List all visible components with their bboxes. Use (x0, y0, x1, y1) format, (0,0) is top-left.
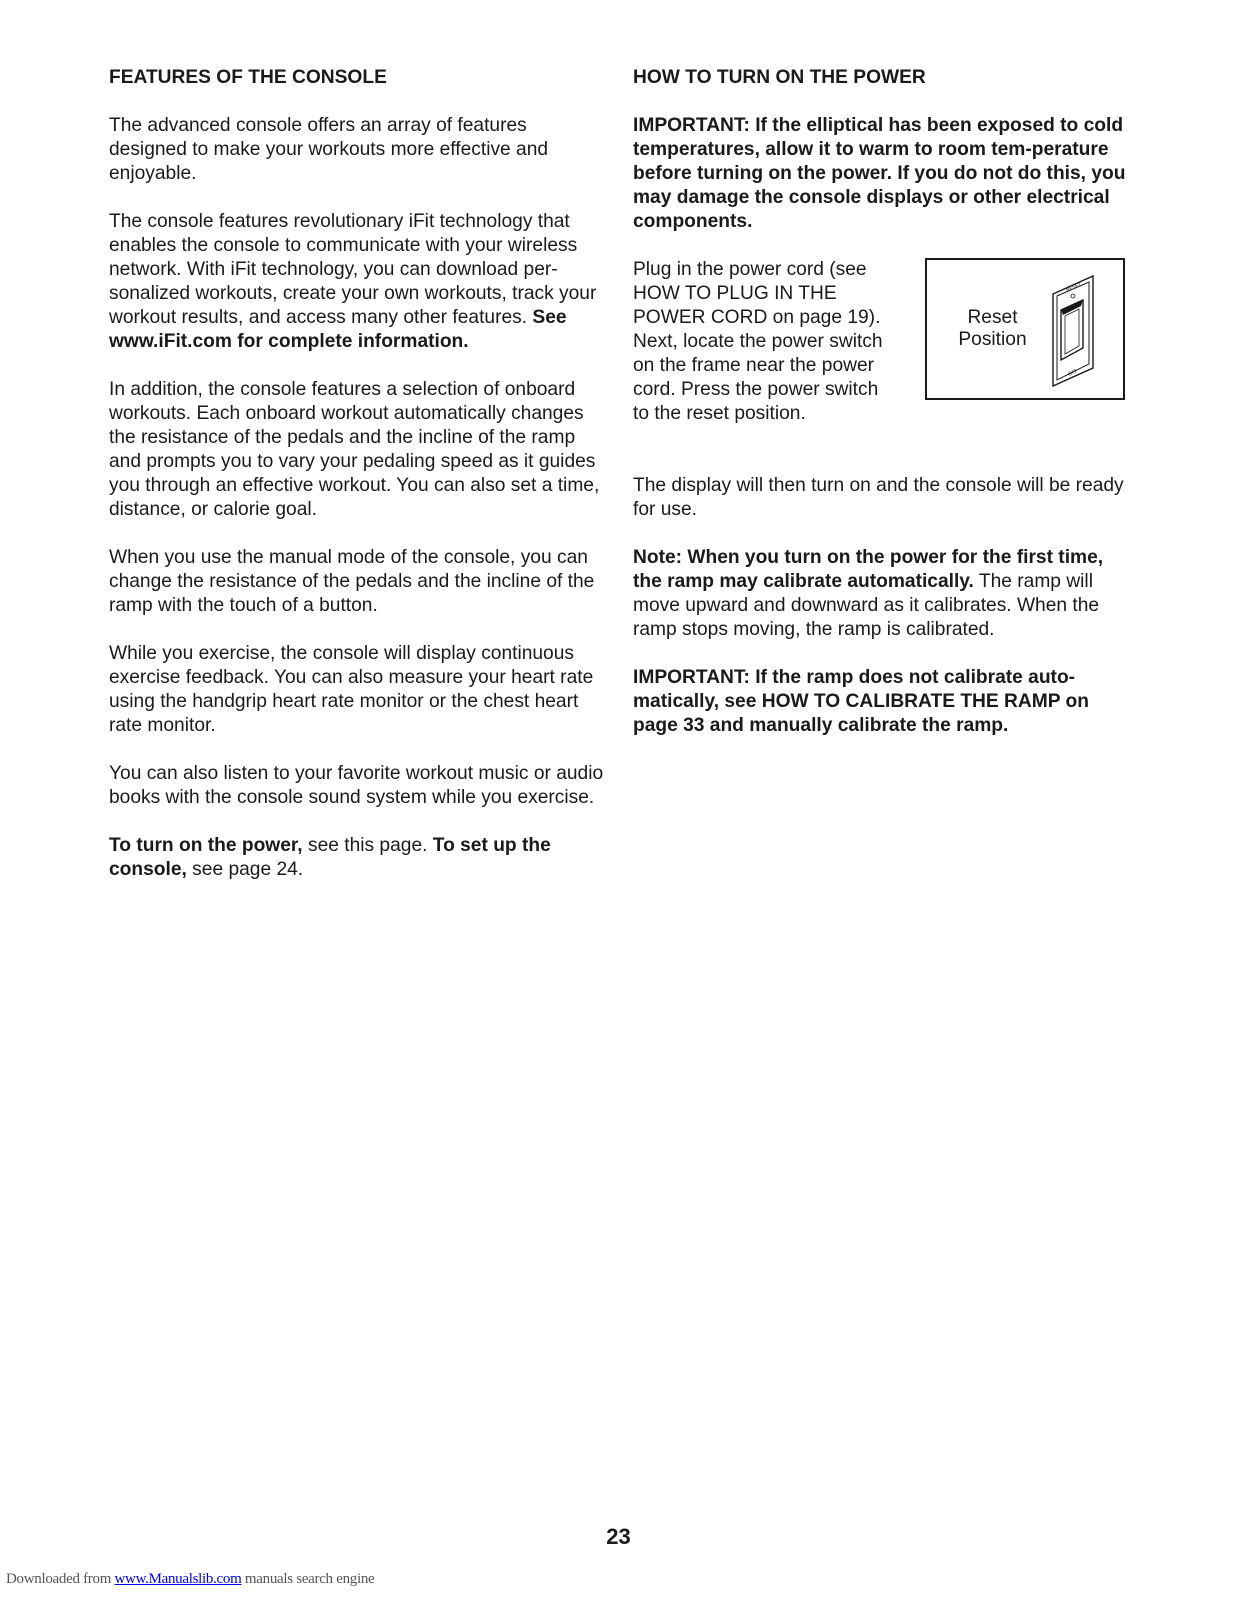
calibration-note-bold: Note: When you turn on the power for the first time, the ramp may calibrate automatically. (633, 547, 1104, 592)
plug-in-instructions: Plug in the power cord (see HOW TO PLUG IN THE POWER CORD on page 19). Next, locate the power switch on the frame near the power cord. Press the power switch to the reset position. (633, 259, 883, 424)
switch-reset-text: RESET (1065, 281, 1083, 294)
set-up-console-ref: To set up the console, (109, 835, 551, 880)
reset-position-label: Reset Position (958, 307, 1027, 350)
power-switch-illustration (925, 258, 1125, 400)
calibration-note-text: The ramp will move upward and downward as it calibrates. When the ramp stops moving, the ramp is calibrated. (633, 571, 1100, 640)
display-ready-paragraph: The display will then turn on and the console will be ready for use. (633, 475, 1124, 520)
footer-suffix: manuals search engine (241, 1571, 375, 1587)
calibration-note (633, 546, 1133, 642)
features-intro-paragraph: The advanced console offers an array of features designed to make your workouts more effective and enjoyable. (109, 115, 549, 184)
power-heading: HOW TO TURN ON THE POWER (633, 67, 926, 88)
turn-on-power-page: see this page. (302, 835, 433, 856)
exercise-feedback-paragraph: While you exercise, the console will display continuous exercise feedback. You can also measure your heart rate using the handgrip heart rate monitor or the chest heart rate monitor. (109, 643, 594, 736)
page-number: 23 (606, 1524, 631, 1549)
ifit-paragraph (109, 210, 605, 354)
left-column (109, 66, 605, 906)
ifit-text: The console features revolutionary iFit technology that enables the console to communicate with your wireless network. With iFit technology, you can download per-sonalized workouts, create your own workouts, track your workout results, and access many other features. (109, 211, 597, 328)
cold-temperature-warning: IMPORTANT: If the elliptical has been exposed to cold temperatures, allow it to warm to room tem-perature before turning on the power. If you do not do this, you may damage the console displays or other electrical components. (633, 115, 1126, 232)
manual-calibration-warning: IMPORTANT: If the ramp does not calibrate auto-matically, see HOW TO CALIBRATE THE RAMP on page 33 and manually calibrate the ramp. (633, 667, 1089, 736)
power-switch-icon (1045, 272, 1105, 388)
ifit-website-note: See www.iFit.com for complete information. (109, 307, 567, 352)
onboard-workouts-paragraph: In addition, the console features a selection of onboard workouts. Each onboard workout automatically changes the resistance of the pedals and the incline of the ramp and prompts you to vary your pedaling speed as it guides you through an effective workout. You can also set a time, distance, or calorie goal. (109, 379, 600, 520)
features-heading: FEATURES OF THE CONSOLE (109, 67, 387, 88)
right-column (633, 66, 1133, 762)
footer-prefix: Downloaded from (6, 1571, 115, 1587)
turn-on-power-ref: To turn on the power, (109, 835, 303, 856)
set-up-console-page: see page 24. (186, 859, 304, 880)
cross-reference-paragraph (109, 834, 605, 882)
switch-off-text: OFF (1067, 368, 1079, 378)
manualslib-link[interactable]: www.Manualslib.com (114, 1571, 242, 1587)
sound-system-paragraph: You can also listen to your favorite workout music or audio books with the console sound system while you exercise. (109, 763, 604, 808)
plug-in-section (633, 258, 1133, 450)
download-footer (6, 1571, 374, 1588)
manual-mode-paragraph: When you use the manual mode of the console, you can change the resistance of the pedals and the incline of the ramp with the touch of a button. (109, 547, 595, 616)
